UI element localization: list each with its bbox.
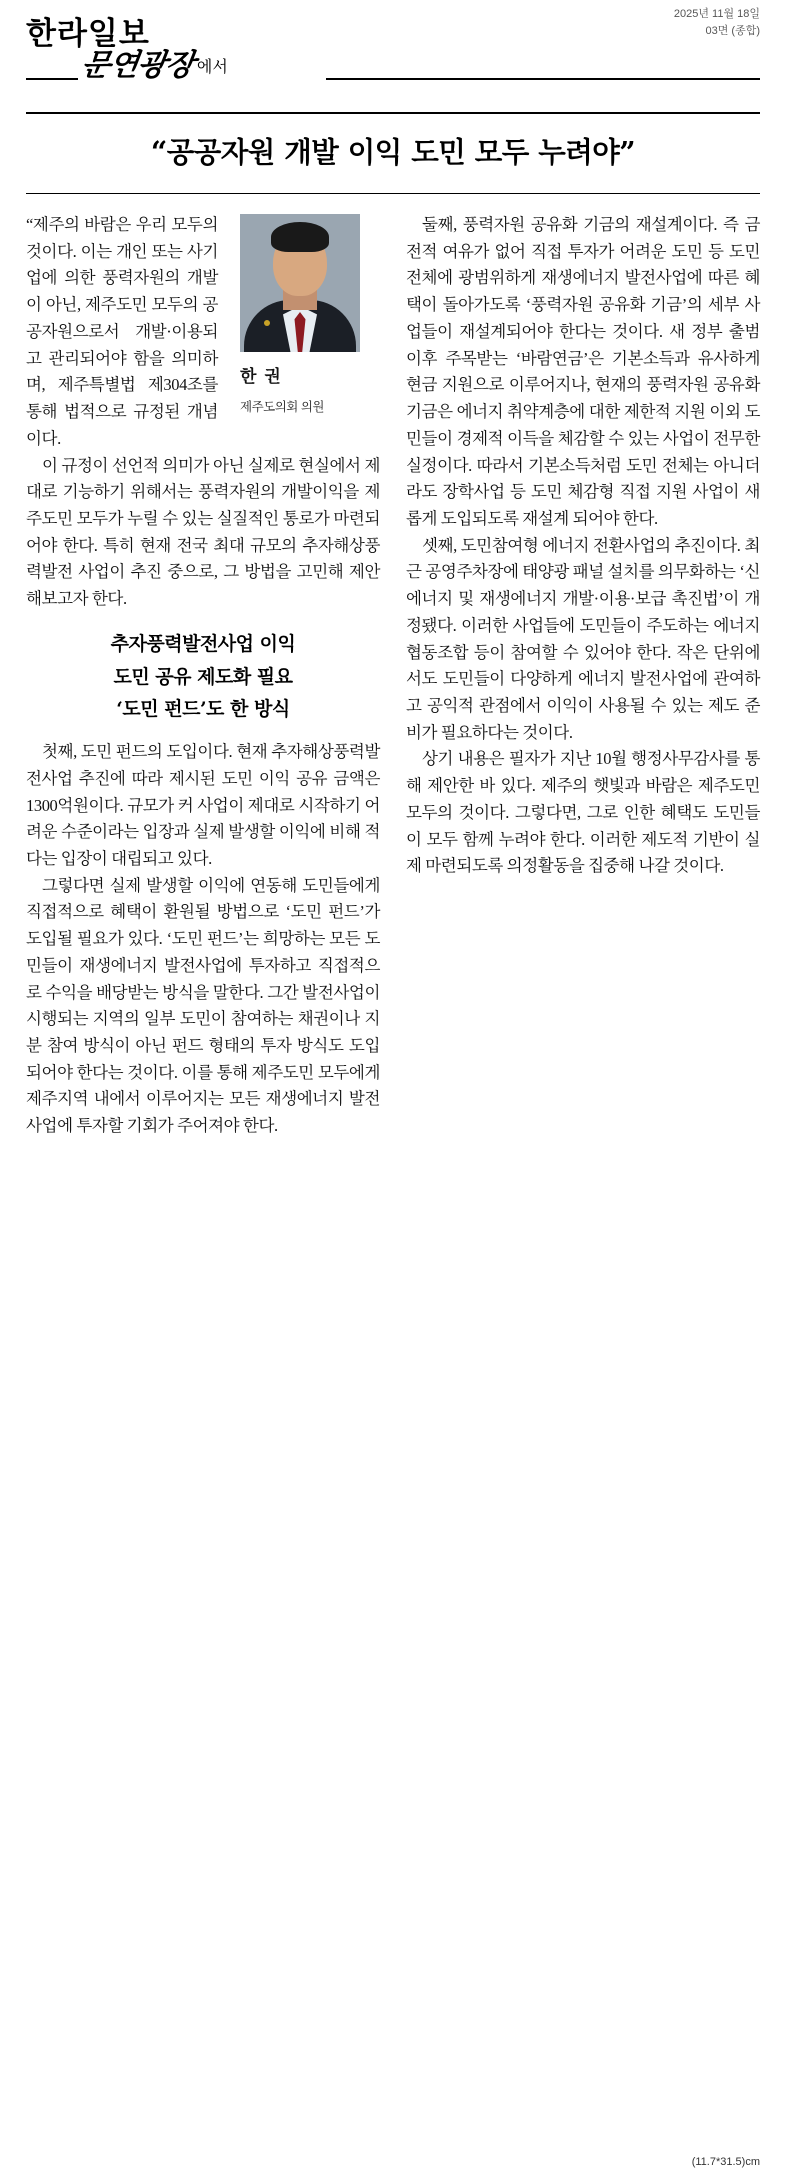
paragraph-left-3: 첫째, 도민 펀드의 도입이다. 현재 추자해상풍력발전사업 추진에 따라 제시된 도민 이익 공유 금액은 1300억원이다. 규모가 커 사업이 제대로 시작하기 어려운 수준이라는 입장과 실제 발생할 이익에 비해 적다는 입장이 대립되고 있다. bbox=[26, 742, 380, 868]
lapel-pin-icon bbox=[264, 320, 270, 326]
photo-hair bbox=[271, 222, 329, 252]
issue-info bbox=[674, 6, 760, 39]
paragraph-right-3: 상기 내용은 필자가 지난 10월 행정사무감사를 통해 제안한 바 있다. 제주의 햇빛과 바람은 제주도민 모두의 것이다. 그렇다면, 그로 인한 혜택도 도민들이 모두 함께 누려야 한다. 이러한 제도적 기반이 실제 마련되도록 의정활동을 집중해 나갈 것이다. bbox=[406, 749, 760, 876]
column-brand bbox=[79, 40, 332, 88]
paragraph-right-2: 셋째, 도민참여형 에너지 전환사업의 추진이다. 최근 공영주차장에 태양광 패널 설치를 의무화하는 ‘신에너지 및 재생에너지 개발·이용·보급 촉진법’이 개정됐다. 이러한 사업들에 도민들이 주도하는 에너지협동조합 등이 참여할 수 있어야 한다. 작은 단위에서도 도민들이 다양하게 에너지 발전사업에 관여하고 공익적 관점에서 이익이 사용될 수 있는 제도 준비가 필요하다는 것이다. bbox=[406, 535, 760, 742]
article-body bbox=[26, 212, 760, 1140]
page-title: “공공자원 개발 이익 도민 모두 누려야” bbox=[150, 135, 636, 169]
column-brand-suffix: 에서 bbox=[196, 59, 228, 76]
brand-rule-right bbox=[326, 78, 760, 80]
column-brand-title: 문연광장 bbox=[79, 48, 196, 83]
print-size-note: (11.7*31.5)cm bbox=[691, 2156, 760, 2168]
headline-block bbox=[26, 112, 760, 194]
paper-name: 한라일보 bbox=[26, 16, 150, 52]
issue-page: 03면 (종합) bbox=[705, 24, 760, 37]
subheading-line-1: 추자풍력발전사업 이익 bbox=[110, 632, 296, 655]
paragraph-right-1: 둘째, 풍력자원 공유화 기금의 재설계이다. 즉 금전적 여유가 없어 직접 투자가 어려운 도민 등 도민 전체에 광범위하게 재생에너지 발전사업에 따른 혜택이 돌아가도록 ‘풍력자원 공유화 기금’의 세부 사업들이 재설계되어야 한다는 것이다. 새 정부 출범 이후 주목받는 ‘바람연금’은 기본소득과 유사하게 현금 지원으로 이루어지나, 현재의 풍력자원 공유화 기금은 에너지 취약계층에 대한 제한적 지원 이외 도민들이 경제적 이득을 체감할 수 있는 사업이 전무한 실정이다. 따라서 기본소득처럼 도민 전체는 아니더라도 장학사업 등 도민 체감형 직접 지원 사업이 새롭게 도입되도록 재설계 되어야 한다. bbox=[406, 215, 760, 528]
author-photo bbox=[240, 214, 360, 352]
issue-date: 2025년 11월 18일 bbox=[673, 8, 760, 20]
masthead bbox=[26, 0, 760, 108]
paragraph-left-4: 그렇다면 실제 발생할 이익에 연동해 도민들에게 직접적으로 혜택이 환원될 방법으로 ‘도민 펀드’가 도입될 필요가 있다. ‘도민 펀드’는 희망하는 모든 도민들이 재생에너지 발전사업에 투자하고 직접적으로 수익을 배당받는 방식을 말한다. 그간 발전사업이 시행되는 지역의 일부 도민이 참여하는 채권이나 지분 참여 방식이 아닌 펀드 형태의 투자 방식도 도입되어야 한다는 것이다. 이를 통해 제주도민 모두에게 제주지역 내에서 이루어지는 모든 재생에너지 발전사업에 투자할 기회가 주어져야 한다. bbox=[26, 875, 380, 1136]
column-left bbox=[26, 212, 380, 1140]
subheading-line-3: ‘도민 펀드’도 한 방식 bbox=[116, 698, 290, 721]
paragraph-left-1: “제주의 바람은 우리 모두의 것이다. 이는 개인 또는 사기업에 의한 풍력자원의 개발이 아닌, 제주도민 모두의 공공자원으로서 개발·이용되고 관리되어야 함을 의미하며, 제주특별법 제304조를 통해 법적으로 규정된 개념이다. bbox=[26, 215, 218, 448]
subheading bbox=[26, 629, 380, 725]
author-block bbox=[230, 214, 380, 417]
brand-rule-left bbox=[26, 78, 78, 80]
author-name: 한 권 bbox=[240, 367, 282, 388]
author-title: 제주도의회 의원 bbox=[240, 399, 324, 414]
column-right bbox=[406, 212, 760, 1140]
paragraph-left-2: 이 규정이 선언적 의미가 아닌 실제로 현실에서 제대로 기능하기 위해서는 풍력자원의 개발이익을 제주도민 모두가 누릴 수 있는 실질적인 통로가 마련되어야 한다. 특히 현재 전국 최대 규모의 추자해상풍력발전 사업이 추진 중으로, 그 방법을 고민해 제안해보고자 한다. bbox=[26, 455, 380, 609]
subheading-line-2: 도민 공유 제도화 필요 bbox=[113, 665, 293, 688]
